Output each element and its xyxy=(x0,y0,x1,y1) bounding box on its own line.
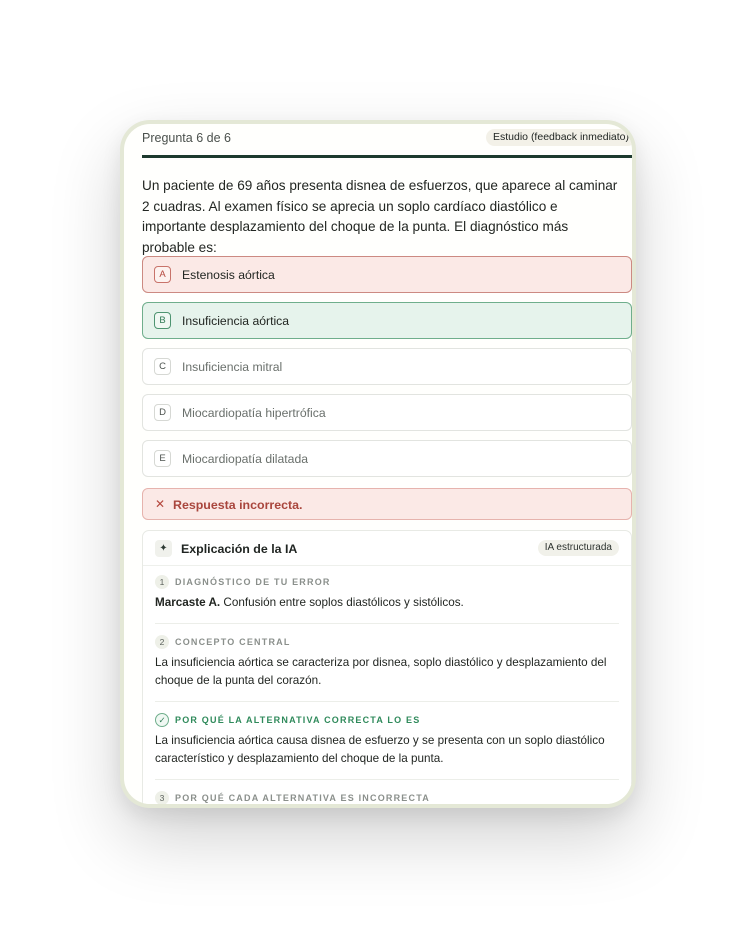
quiz-header xyxy=(142,124,632,154)
option-letter: E xyxy=(154,450,171,467)
divider xyxy=(155,779,619,780)
explanation-title: Explicación de la IA xyxy=(181,542,298,556)
section-label: DIAGNÓSTICO DE TU ERROR xyxy=(175,577,331,587)
option-e[interactable] xyxy=(142,440,632,477)
section-number: 1 xyxy=(155,575,169,589)
section-number: 3 xyxy=(155,791,169,804)
result-banner xyxy=(142,488,632,520)
x-icon: ✕ xyxy=(155,497,166,511)
option-letter: A xyxy=(154,266,171,283)
progress-bar xyxy=(142,155,632,158)
option-letter: C xyxy=(154,358,171,375)
section-label: CONCEPTO CENTRAL xyxy=(175,637,291,647)
option-label: Miocardiopatía dilatada xyxy=(182,452,309,466)
tablet-frame xyxy=(120,120,636,808)
section-number: 2 xyxy=(155,635,169,649)
section-body: La insuficiencia aórtica se caracteriza por disnea, soplo diastólico y desplazamiento del choque de la punta del corazón. xyxy=(155,656,607,687)
option-a[interactable] xyxy=(142,256,632,293)
option-label: Estenosis aórtica xyxy=(182,268,275,282)
option-letter: D xyxy=(154,404,171,421)
option-c[interactable] xyxy=(142,348,632,385)
section-label: POR QUÉ CADA ALTERNATIVA ES INCORRECTA xyxy=(175,793,430,803)
option-b[interactable] xyxy=(142,302,632,339)
sparkle-icon: ✦ xyxy=(155,540,172,557)
option-label: Insuficiencia aórtica xyxy=(182,314,290,328)
option-d[interactable] xyxy=(142,394,632,431)
option-label: Insuficiencia mitral xyxy=(182,360,283,374)
check-icon: ✓ xyxy=(155,713,169,727)
ia-structured-badge: IA estructurada xyxy=(538,540,619,556)
question-text: Un paciente de 69 años presenta disnea de esfuerzos, que aparece al caminar 2 cuadras. Al examen físico se aprecia un soplo cardíaco diastólico e importante desplazamiento del choque de la punta. El diagnóstico más probable es: xyxy=(142,178,618,255)
mode-badge: Estudio (feedback inmediato) xyxy=(486,129,632,146)
explanation-header xyxy=(143,531,631,566)
option-label: Miocardiopatía hipertrófica xyxy=(182,406,326,420)
error-detail: Confusión entre soplos diastólicos y sistólicos. xyxy=(220,596,464,609)
ai-explanation-panel xyxy=(142,530,632,804)
section-body: La insuficiencia aórtica causa disnea de esfuerzo y se presenta con un soplo diastólico característico y desplazamiento del choque de la punta. xyxy=(155,734,605,765)
option-letter: B xyxy=(154,312,171,329)
divider xyxy=(155,623,619,624)
section-label: POR QUÉ LA ALTERNATIVA CORRECTA LO ES xyxy=(175,715,421,725)
marked-answer: Marcaste A. xyxy=(155,596,221,609)
question-counter: Pregunta 6 de 6 xyxy=(142,131,231,145)
screen xyxy=(124,124,632,804)
divider xyxy=(155,701,619,702)
section-body xyxy=(155,594,615,612)
result-text: Respuesta incorrecta. xyxy=(173,498,303,512)
